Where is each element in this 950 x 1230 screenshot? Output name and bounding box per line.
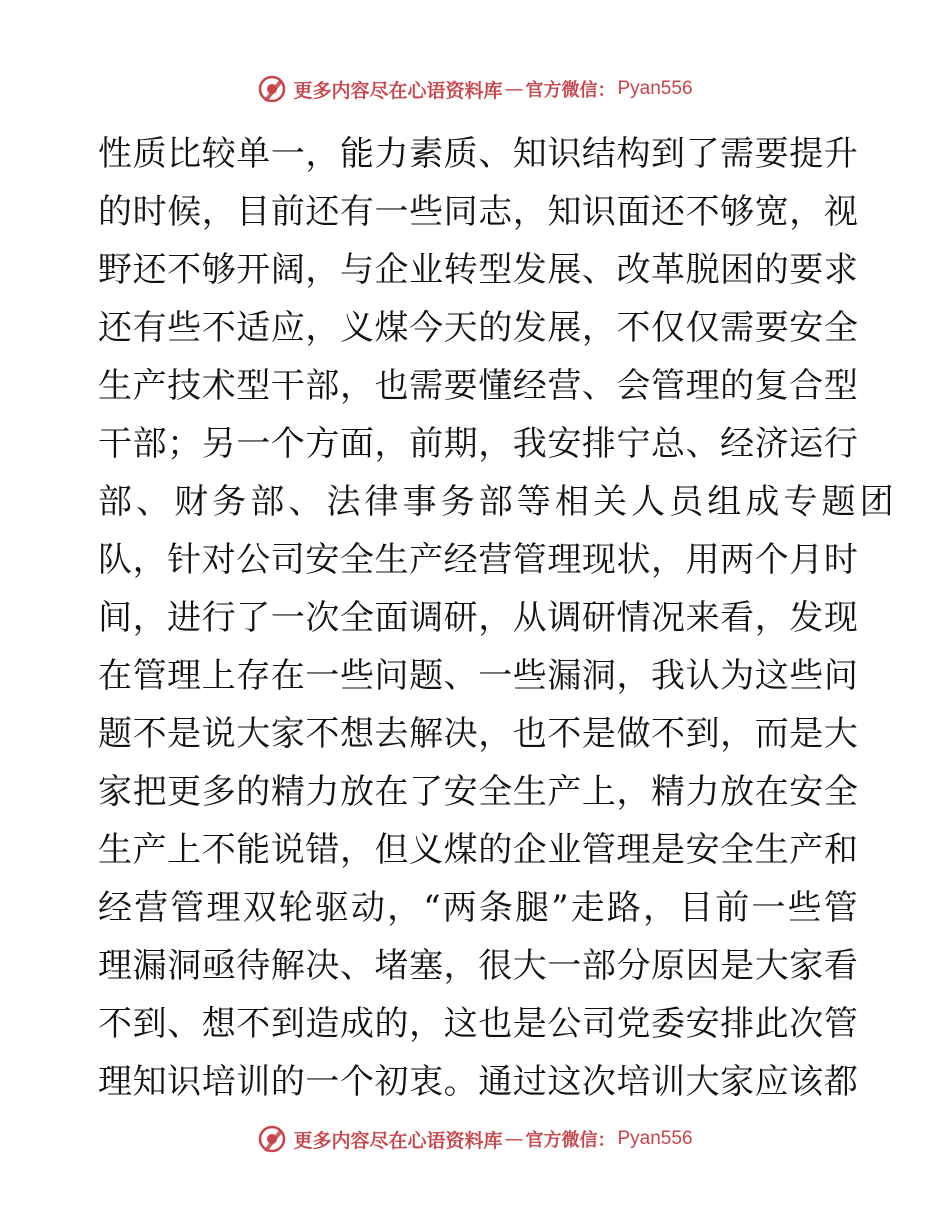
text-line: 经 营 管 理 双 轮 驱 动 ， “ 两 条 腿 ” 走 路 ， 目 前 一 些 管 <box>98 888 858 928</box>
pen-logo-icon <box>257 1124 287 1154</box>
text-line: 生 产 上 不 能 说 错 ， 但 义 煤 的 企 业 管 理 是 安 全 生 产 和 <box>98 830 858 870</box>
wechat-id: Pyan556 <box>617 78 693 99</box>
wechat-id: Pyan556 <box>617 1128 693 1149</box>
text-line: 在 管 理 上 存 在 一 些 问 题 、 一 些 漏 洞 ， 我 认 为 这 些 问 <box>98 656 858 696</box>
header-banner <box>0 72 950 106</box>
text-line: 性 质 比 较 单 一 ， 能 力 素 质 、 知 识 结 构 到 了 需 要 提 升 <box>98 134 858 174</box>
wechat-label: 官方微信： <box>525 1130 616 1151</box>
brand-text: 更多内容尽在心语资料库 <box>293 79 503 102</box>
text-line: 题 不 是 说 大 家 不 想 去 解 决 ， 也 不 是 做 不 到 ， 而 是 大 <box>98 714 858 754</box>
banner-separator: — <box>504 78 524 100</box>
text-line: 理 知 识 培 训 的 一 个 初 衷 。 通 过 这 次 培 训 大 家 应 该 都 <box>98 1062 858 1102</box>
text-line: 不 到 、 想 不 到 造 成 的 ， 这 也 是 公 司 党 委 安 排 此 次 管 <box>98 1004 858 1044</box>
document-body <box>98 125 894 1111</box>
text-line: 间 ， 进 行 了 一 次 全 面 调 研 ， 从 调 研 情 况 来 看 ， 发 现 <box>98 598 858 638</box>
wechat-label: 官方微信： <box>525 80 616 101</box>
banner-separator: — <box>504 1128 524 1150</box>
text-line: 队 ， 针 对 公 司 安 全 生 产 经 营 管 理 现 状 ， 用 两 个 月 时 <box>98 540 858 580</box>
text-line: 理 漏 洞 亟 待 解 决 、 堵 塞 ， 很 大 一 部 分 原 因 是 大 家 看 <box>98 946 858 986</box>
pen-logo-icon <box>257 74 287 104</box>
text-line: 部 、 财 务 部 、 法 律 事 务 部 等 相 关 人 员 组 成 专 题 团 <box>98 482 894 522</box>
text-line: 家 把 更 多 的 精 力 放 在 了 安 全 生 产 上 ， 精 力 放 在 安 全 <box>98 772 858 812</box>
text-line: 干 部 ； 另 一 个 方 面 ， 前 期 ， 我 安 排 宁 总 、 经 济 运 行 <box>98 424 858 464</box>
text-line: 还 有 些 不 适 应 ， 义 煤 今 天 的 发 展 ， 不 仅 仅 需 要 安 全 <box>98 308 858 348</box>
text-line: 的 时 候 ， 目 前 还 有 一 些 同 志 ， 知 识 面 还 不 够 宽 ， 视 <box>98 192 858 232</box>
text-line: 野 还 不 够 开 阔 ， 与 企 业 转 型 发 展 、 改 革 脱 困 的 要 求 <box>98 250 858 290</box>
footer-banner <box>0 1122 950 1156</box>
brand-text: 更多内容尽在心语资料库 <box>293 1129 503 1152</box>
text-line: 生 产 技 术 型 干 部 ， 也 需 要 懂 经 营 、 会 管 理 的 复 合 型 <box>98 366 858 406</box>
